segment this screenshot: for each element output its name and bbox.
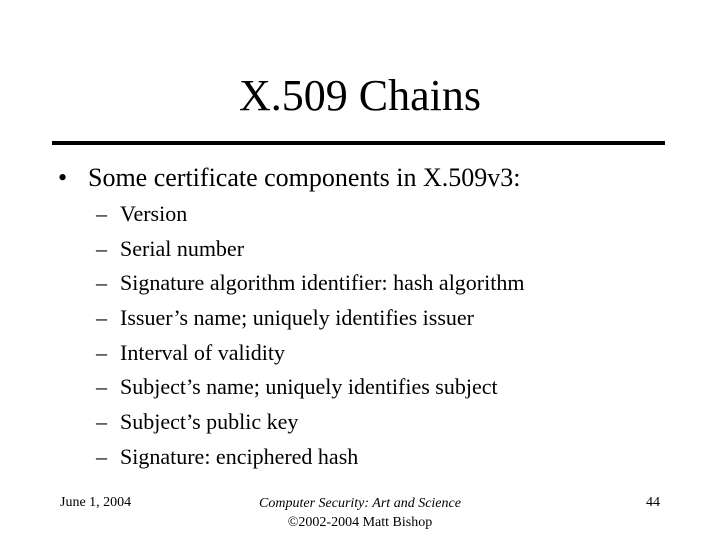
sub-bullet-text: Signature: enciphered hash	[120, 443, 359, 469]
footer-copyright: ©2002-2004 Matt Bishop	[287, 515, 433, 530]
dash-marker: –	[96, 339, 107, 365]
dash-marker: –	[96, 305, 107, 331]
footer-book-title: Computer Security: Art and Science	[259, 496, 461, 511]
dash-marker: –	[96, 235, 107, 261]
sub-bullet-text: Subject’s public key	[120, 409, 299, 435]
dash-marker: –	[96, 201, 107, 226]
sub-bullet-text: Serial number	[120, 235, 245, 261]
sub-bullet-text: Issuer’s name; uniquely identifies issuer	[120, 305, 474, 331]
sub-bullet-item	[96, 199, 524, 234]
dash-marker: –	[96, 270, 107, 296]
sub-bullet-item	[96, 338, 524, 373]
footer-credit	[200, 494, 520, 532]
sub-bullet-item	[96, 407, 524, 442]
sub-bullet-text: Interval of validity	[120, 339, 285, 365]
footer-page-number: 44	[646, 495, 660, 510]
slide-title: X.509 Chains	[239, 71, 481, 120]
sub-bullet-text: Version	[120, 201, 188, 226]
sub-bullet-text: Subject’s name; uniquely identifies subject	[120, 374, 498, 400]
sub-bullet-item	[96, 442, 524, 477]
sub-bullet-text: Signature algorithm identifier: hash algorithm	[120, 270, 525, 296]
bullet-marker: •	[58, 163, 68, 192]
dash-marker: –	[96, 374, 107, 400]
title-underline	[52, 141, 665, 145]
dash-marker: –	[96, 409, 107, 435]
footer-date: June 1, 2004	[60, 495, 132, 510]
sub-bullet-item	[96, 372, 524, 407]
dash-marker: –	[96, 443, 107, 469]
sub-bullet-item	[96, 303, 524, 338]
main-bullet-text: Some certificate components in X.509v3:	[88, 163, 521, 192]
sub-bullet-list	[96, 199, 524, 477]
main-bullet	[58, 161, 521, 195]
sub-bullet-item	[96, 234, 524, 269]
sub-bullet-item	[96, 268, 524, 303]
